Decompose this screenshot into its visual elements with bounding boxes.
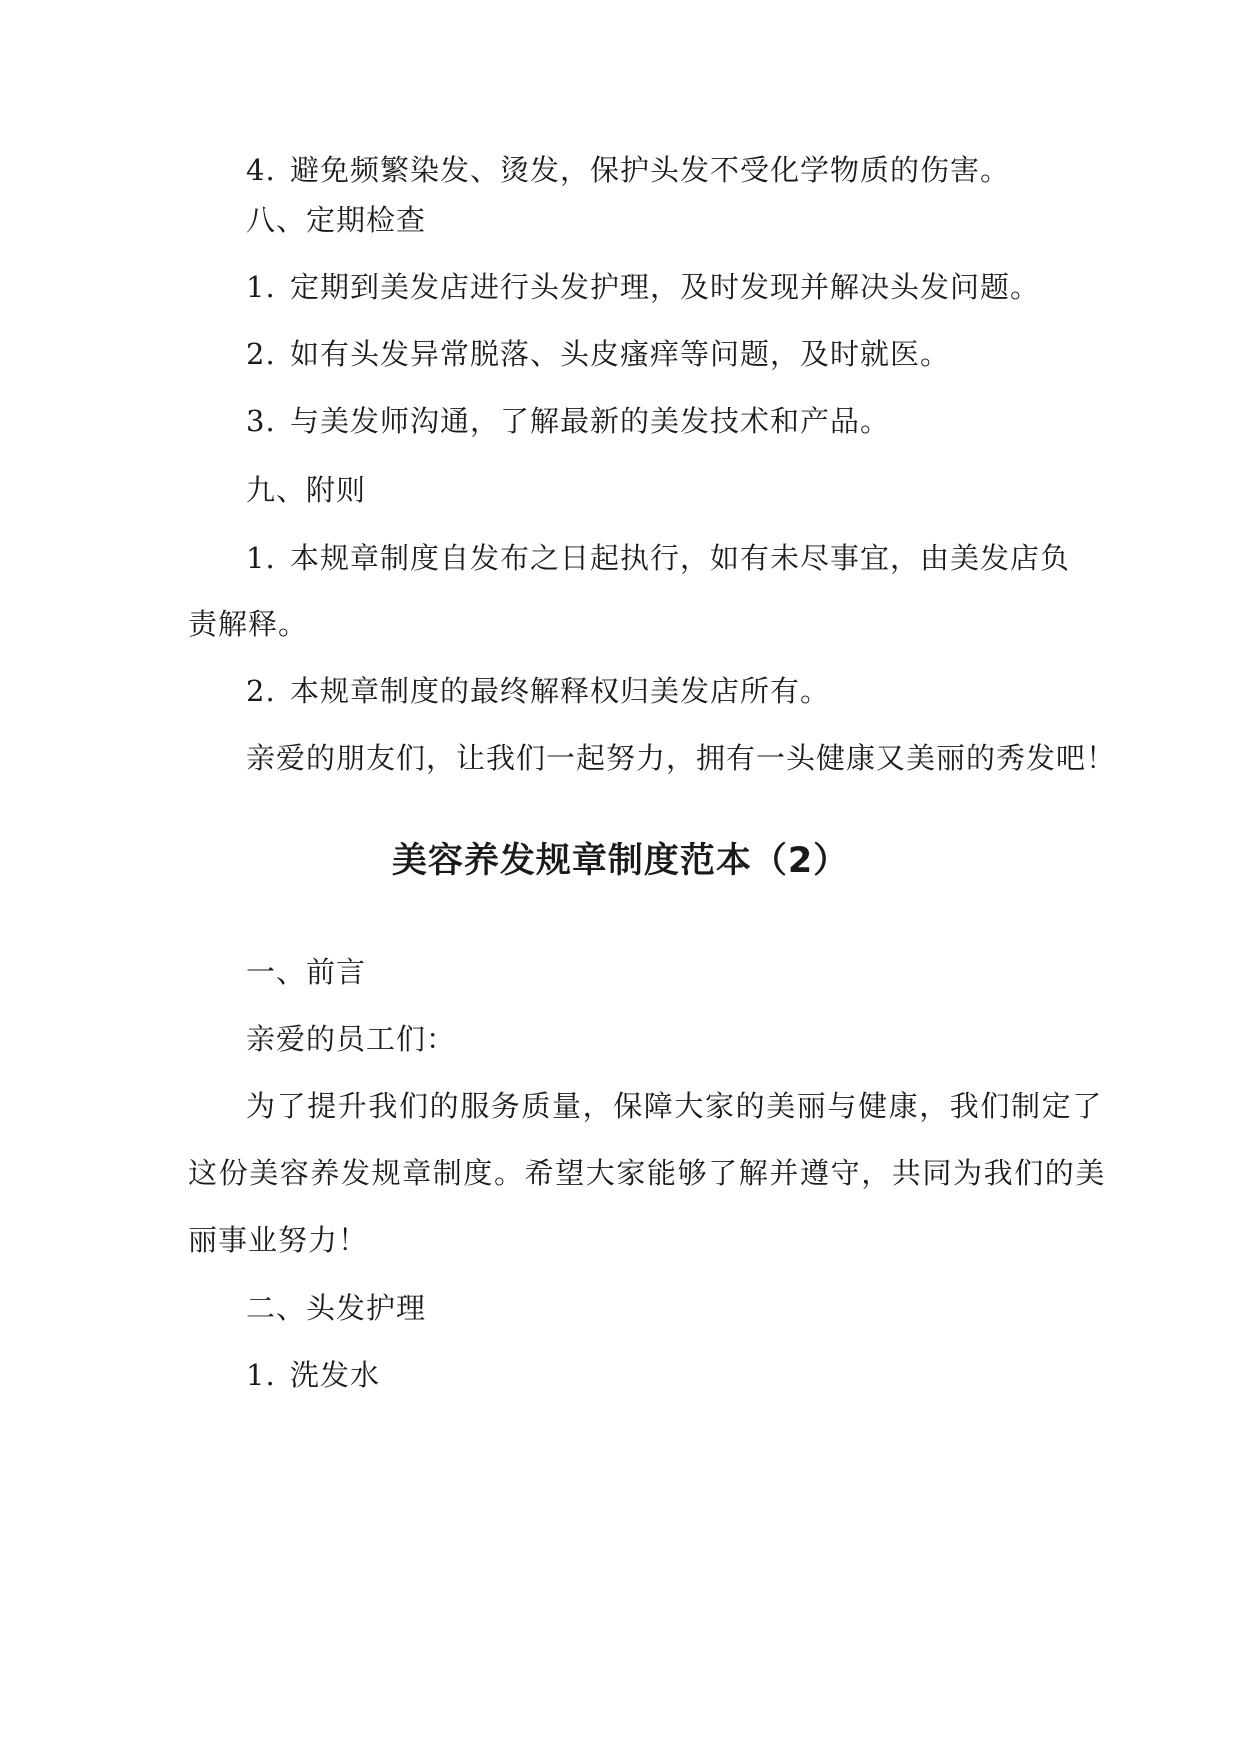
document-title: 美容养发规章制度范本（2） — [391, 841, 850, 881]
section-heading-8: 八、定期检查 — [246, 203, 427, 237]
list-item-continuation: 责解释。 — [188, 607, 309, 641]
item-text: 与美发师沟通，了解最新的美发技术和产品。 — [290, 404, 891, 438]
intro-paragraph-line: 为了提升我们的服务质量，保障大家的美丽与健康，我们制定了 — [246, 1089, 1103, 1123]
item-number: 1. — [246, 270, 276, 304]
item-number: 1. — [246, 541, 276, 575]
item-number: 3. — [246, 404, 276, 438]
list-item — [246, 538, 1071, 578]
list-item — [246, 1355, 1058, 1395]
list-item — [246, 671, 1058, 711]
section-heading-2: 二、头发护理 — [246, 1291, 427, 1325]
intro-paragraph-line: 丽事业努力！ — [188, 1223, 369, 1257]
item-number: 4. — [246, 153, 276, 187]
closing-paragraph: 亲爱的朋友们，让我们一起努力，拥有一头健康又美丽的秀发吧！ — [246, 741, 1117, 775]
item-number: 2. — [246, 337, 276, 371]
item-text: 本规章制度自发布之日起执行，如有未尽事宜，由美发店负 — [290, 541, 1071, 575]
list-item — [246, 267, 1058, 307]
item-number: 2. — [246, 674, 276, 708]
list-item — [246, 401, 1058, 441]
item-text: 洗发水 — [290, 1358, 381, 1392]
section-heading-1: 一、前言 — [246, 955, 367, 989]
item-text: 本规章制度的最终解释权归美发店所有。 — [290, 674, 831, 708]
item-text: 避免频繁染发、烫发，保护头发不受化学物质的伤害。 — [290, 153, 1011, 187]
intro-paragraph-line: 这份美容养发规章制度。希望大家能够了解并遵守，共同为我们的美 — [188, 1156, 1107, 1190]
list-item — [246, 334, 1058, 374]
greeting: 亲爱的员工们： — [246, 1022, 457, 1056]
list-item-4 — [246, 150, 1058, 190]
item-number: 1. — [246, 1358, 276, 1392]
item-text: 如有头发异常脱落、头皮瘙痒等问题，及时就医。 — [290, 337, 951, 371]
item-text: 定期到美发店进行头发护理，及时发现并解决头发问题。 — [290, 270, 1041, 304]
section-heading-9: 九、附则 — [246, 473, 367, 507]
